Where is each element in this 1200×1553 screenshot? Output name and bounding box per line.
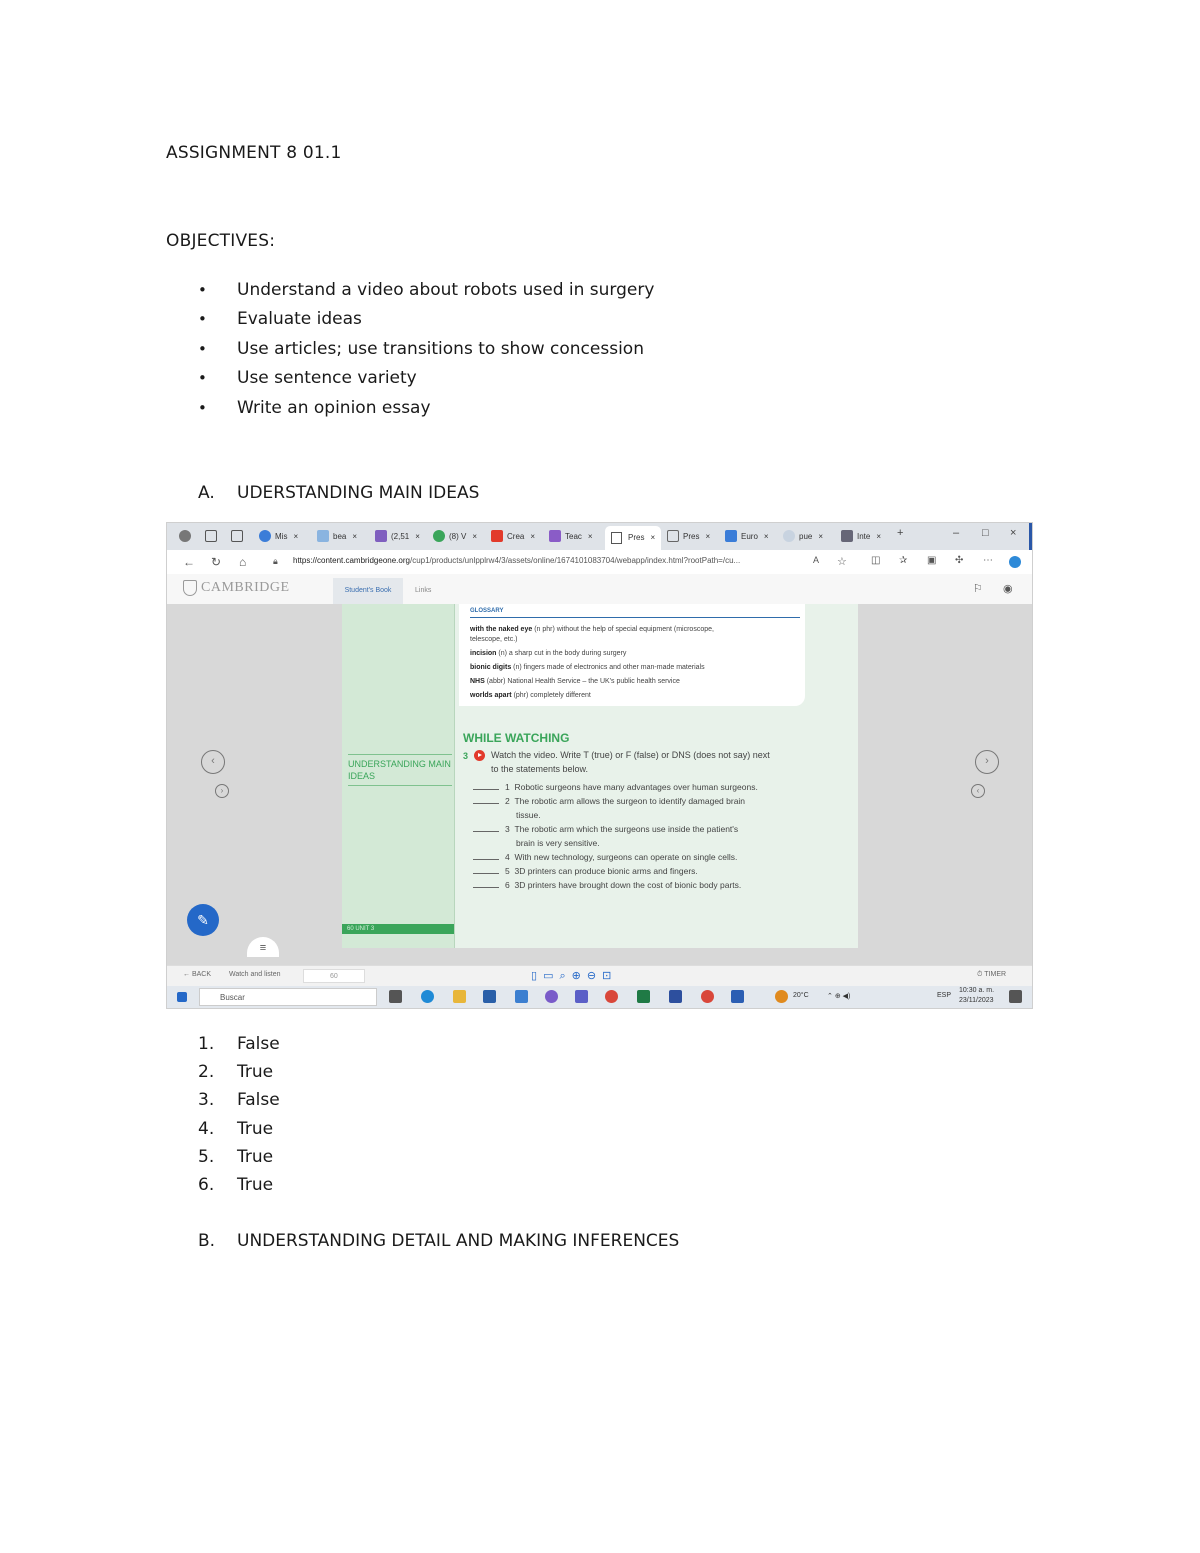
objective-item: • Understand a video about robots used in surgery	[198, 276, 654, 305]
browser-tab[interactable]: Inte ×	[857, 532, 882, 541]
copilot-icon[interactable]	[1009, 556, 1021, 568]
windows-start-icon[interactable]	[177, 992, 187, 1002]
answer-blank[interactable]	[473, 859, 499, 860]
bullet-icon: •	[198, 398, 207, 417]
bookmark-icon[interactable]: ⚐	[973, 583, 983, 595]
glossary-entry: worlds apart (phr) completely different	[470, 692, 591, 699]
file-explorer-icon[interactable]	[453, 990, 466, 1003]
workspaces-icon[interactable]	[205, 530, 217, 542]
windows-taskbar	[167, 986, 1032, 1008]
section-a-heading: A. UDERSTANDING MAIN IDEAS	[198, 483, 480, 503]
chevron-right-small-icon[interactable]: ›	[215, 784, 229, 798]
objectives-list	[198, 276, 654, 423]
network-icon: ⊕	[834, 993, 841, 1000]
annotate-button[interactable]	[187, 904, 219, 936]
instruction-text: Watch the video. Write T (true) or F (false) or DNS (does not say) next	[491, 750, 770, 760]
answer-blank[interactable]	[473, 789, 499, 790]
glossary-entry: bionic digits (n) fingers made of electronics and other man-made materials	[470, 664, 705, 671]
tab-actions-icon[interactable]	[231, 530, 243, 542]
glossary-entry: NHS (abbr) National Health Service – the UK's public health service	[470, 678, 680, 685]
answer-item: 5. True	[198, 1146, 274, 1167]
user-account-icon[interactable]: ◉	[1003, 583, 1013, 595]
minimize-button[interactable]: –	[953, 527, 960, 539]
pencil-icon: ✎	[197, 912, 209, 928]
answer-item: 6. True	[198, 1174, 274, 1195]
store-icon[interactable]	[483, 990, 496, 1003]
browser-tab[interactable]: Pres ×	[683, 532, 711, 541]
system-tray-icons[interactable]	[827, 992, 850, 1000]
taskbar-search-input[interactable]: Buscar	[199, 988, 377, 1006]
while-watching-heading: WHILE WATCHING	[463, 731, 570, 745]
close-window-button[interactable]: ×	[1010, 527, 1017, 539]
statement-row: 2 The robotic arm allows the surgeon to identify damaged brain	[473, 796, 745, 806]
browser-tab[interactable]: Teac ×	[565, 532, 593, 541]
teams-icon[interactable]	[575, 990, 588, 1003]
word-icon[interactable]	[731, 990, 744, 1003]
tab-favicon-icon	[317, 530, 329, 542]
back-arrow-icon[interactable]: ←	[183, 555, 195, 569]
double-page-icon[interactable]: ▭	[543, 970, 560, 982]
edge-browser-icon[interactable]	[421, 990, 434, 1003]
glossary-box	[459, 604, 805, 706]
temperature-label: 20°C	[793, 992, 809, 999]
clock-time[interactable]: 10:30 a. m.	[959, 987, 995, 994]
zoom-in-icon[interactable]: ⊕	[571, 970, 587, 982]
objective-item: • Use sentence variety	[198, 364, 654, 393]
instruction-text: to the statements below.	[491, 764, 589, 774]
cambridge-logo: CAMBRIDGE	[183, 580, 290, 596]
tab-favicon-icon	[433, 530, 445, 542]
back-button[interactable]: ← BACK	[183, 971, 212, 978]
tab-favicon-icon	[491, 530, 503, 542]
tab-favicon-icon	[375, 530, 387, 542]
statement-continuation: brain is very sensitive.	[516, 838, 600, 848]
fullscreen-icon[interactable]: ⊡	[602, 970, 618, 982]
zoom-area-icon[interactable]: ⌕	[559, 970, 572, 982]
notifications-icon[interactable]	[1009, 990, 1022, 1003]
browser-tab-bar	[167, 523, 1032, 550]
maximize-button[interactable]: □	[982, 527, 989, 539]
favorites-icon[interactable]: ✰	[899, 555, 908, 566]
app-icon[interactable]	[545, 990, 558, 1003]
read-aloud-icon[interactable]: A	[813, 555, 820, 565]
favorite-star-icon[interactable]: ☆	[837, 556, 847, 568]
menu-handle-icon[interactable]: ≡	[247, 937, 279, 957]
timer-button[interactable]: ⏱ TIMER	[977, 971, 1007, 978]
bullet-icon: •	[198, 339, 207, 358]
answer-item: 2. True	[198, 1062, 274, 1083]
lock-icon: 🔒︎	[273, 556, 278, 566]
page-margin-column	[342, 604, 455, 948]
collections-icon[interactable]: ▣	[927, 555, 937, 566]
reload-icon[interactable]: ↻	[211, 555, 222, 569]
question-number: 3	[463, 751, 469, 761]
tab-favicon-icon	[841, 530, 853, 542]
statement-row: 6 3D printers have brought down the cost of bionic body parts.	[473, 880, 741, 890]
glossary-entry: incision (n) a sharp cut in the body during surgery	[470, 650, 627, 657]
tab-favicon-icon	[259, 530, 271, 542]
zoom-out-icon[interactable]: ⊖	[586, 970, 603, 982]
browser-tab-active[interactable]: Pres ×	[605, 526, 661, 550]
url-field[interactable]: https://content.cambridgeone.org/cup1/products/unlpplrw4/3/assets/online/1674101083704/webapp/index.html?rootPath=/cu...	[293, 556, 741, 565]
page-view-icon[interactable]: ▯	[531, 970, 544, 982]
language-indicator[interactable]: ESP	[937, 992, 952, 999]
browser-tab[interactable]: (2,51 ×	[391, 532, 420, 541]
book-page	[342, 604, 858, 948]
extensions-icon[interactable]: ✣	[955, 555, 964, 566]
answer-blank[interactable]	[473, 887, 499, 888]
bullet-icon: •	[198, 281, 207, 299]
tab-favicon-icon	[667, 530, 679, 542]
chevron-left-small-icon[interactable]: ‹	[971, 784, 985, 798]
browser-tab[interactable]: Mis ×	[275, 532, 299, 541]
task-view-icon[interactable]	[389, 990, 402, 1003]
app-header	[167, 574, 1032, 605]
objective-item: • Evaluate ideas	[198, 305, 654, 334]
view-tools	[531, 969, 617, 983]
shield-icon	[183, 580, 197, 596]
glossary-title: GLOSSARY	[470, 608, 504, 614]
assignment-title: ASSIGNMENT 8 01.1	[166, 143, 342, 163]
volume-icon: ◀)	[842, 993, 851, 1000]
answer-blank[interactable]	[473, 831, 499, 832]
more-menu-icon[interactable]: ⋯	[983, 555, 993, 566]
glossary-entry: telescope, etc.)	[470, 636, 518, 643]
answer-blank[interactable]	[473, 803, 499, 804]
browser-tab[interactable]: Crea ×	[507, 532, 536, 541]
objectives-heading: OBJECTIVES:	[166, 231, 276, 251]
window-edge	[1029, 523, 1032, 550]
chrome-icon[interactable]	[605, 990, 618, 1003]
answer-item: 1. False	[198, 1034, 280, 1054]
answer-blank[interactable]	[473, 873, 499, 874]
app-icon[interactable]	[669, 990, 682, 1003]
bullet-icon: •	[198, 310, 207, 329]
statement-row: 3 The robotic arm which the surgeons use inside the patient's	[473, 824, 738, 834]
bullet-icon: •	[198, 369, 207, 388]
mail-icon[interactable]	[515, 990, 528, 1003]
tab-favicon-icon	[549, 530, 561, 542]
address-bar	[167, 550, 1032, 575]
search-icon	[783, 530, 795, 542]
statement-row: 4 With new technology, surgeons can operate on single cells.	[473, 852, 737, 862]
play-video-icon[interactable]	[474, 750, 485, 761]
reader-workarea	[167, 604, 1032, 965]
section-label: UNDERSTANDING MAIN IDEAS	[348, 754, 452, 786]
section-b-heading: B. UNDERSTANDING DETAIL AND MAKING INFERENCES	[198, 1231, 680, 1251]
unit-footer: 60 UNIT 3	[342, 924, 454, 934]
clock-date[interactable]: 23/11/2023	[959, 997, 994, 1004]
answers-list	[198, 1030, 280, 1199]
app-icon[interactable]	[701, 990, 714, 1003]
browser-tab[interactable]: (8) V ×	[449, 532, 478, 541]
tab-students-book[interactable]: Student's Book	[333, 578, 403, 606]
statement-continuation: tissue.	[516, 810, 541, 820]
glossary-entry: with the naked eye (n phr) without the help of special equipment (microscope,	[470, 626, 714, 633]
answer-item: 3. False	[198, 1090, 280, 1111]
answer-item: 4. True	[198, 1118, 274, 1139]
previous-page-icon[interactable]: ‹	[201, 750, 225, 774]
statement-row: 5 3D printers can produce bionic arms and fingers.	[473, 866, 698, 876]
excel-icon[interactable]	[637, 990, 650, 1003]
objective-item: • Use articles; use transitions to show concession	[198, 335, 654, 364]
chevron-up-icon: ⌃	[827, 993, 833, 1000]
new-tab-button[interactable]: +	[897, 527, 904, 539]
objective-item: • Write an opinion essay	[198, 394, 654, 423]
breadcrumb: Watch and listen	[229, 971, 281, 978]
weather-icon	[775, 990, 788, 1003]
embedded-screenshot	[166, 522, 1033, 1009]
split-screen-icon[interactable]: ◫	[871, 555, 881, 566]
browser-tab[interactable]: bea ×	[333, 532, 358, 541]
browser-tab[interactable]: Euro ×	[741, 532, 769, 541]
browser-tab[interactable]: pue ×	[799, 532, 824, 541]
home-icon[interactable]: ⌂	[239, 555, 247, 569]
statement-row: 1 Robotic surgeons have many advantages over human surgeons.	[473, 782, 758, 792]
tab-links[interactable]: Links	[415, 587, 432, 594]
tab-favicon-icon	[725, 530, 737, 542]
profile-icon[interactable]	[179, 530, 191, 542]
divider	[470, 617, 800, 618]
page-number-input[interactable]: 60	[303, 969, 365, 983]
reader-bottom-bar	[167, 965, 1032, 987]
next-page-icon[interactable]: ›	[975, 750, 999, 774]
